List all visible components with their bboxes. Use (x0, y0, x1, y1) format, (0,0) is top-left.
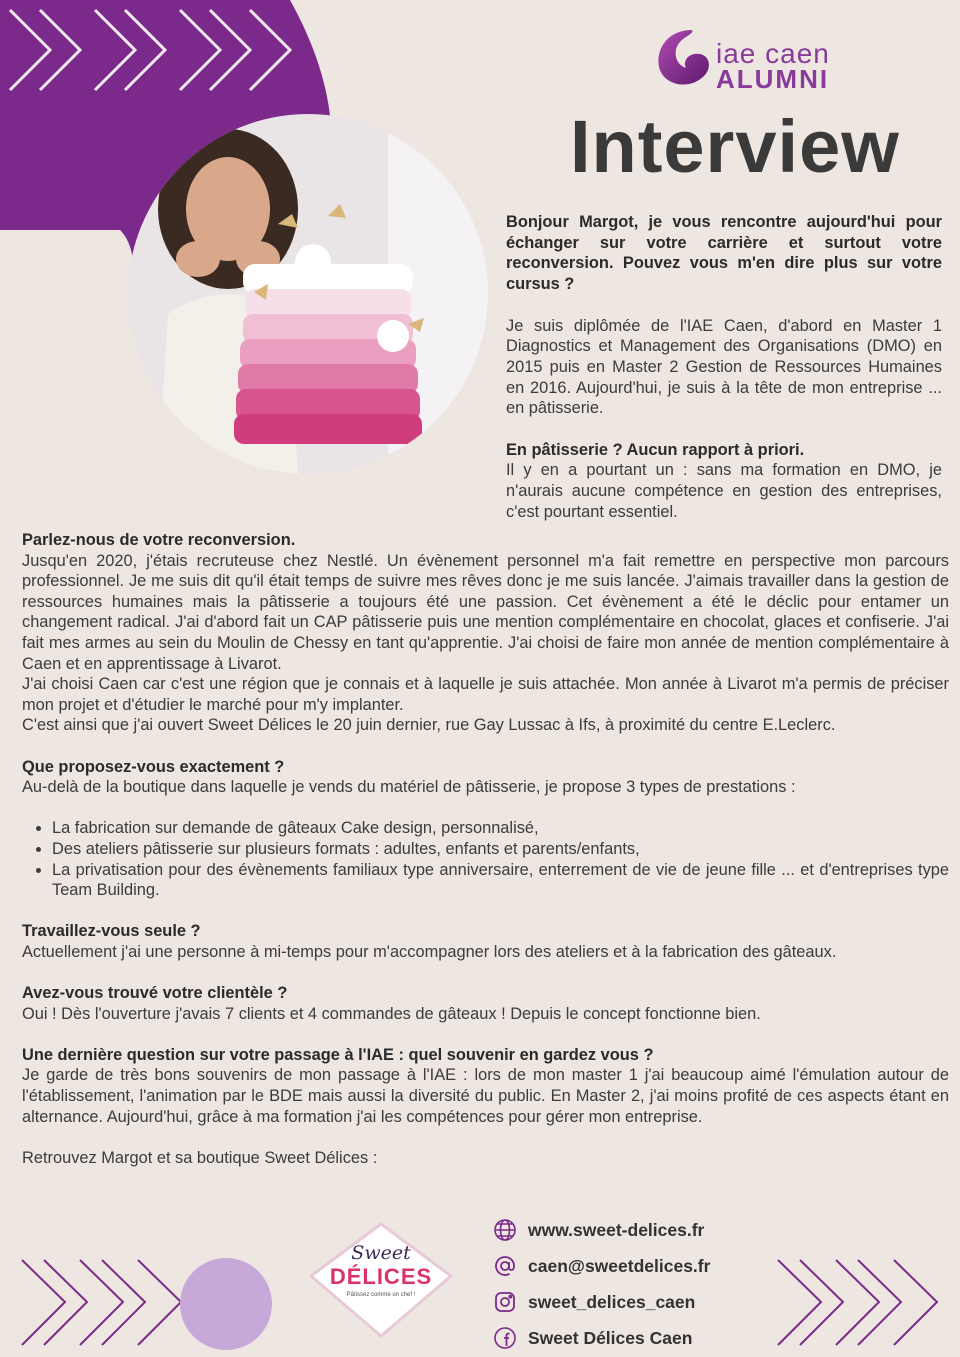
answer-reconversion-3: C'est ainsi que j'ai ouvert Sweet Délices le 20 juin dernier, rue Gay Lussac à Ifs, à proximité du centre E.Leclerc. (22, 716, 836, 735)
list-item: • La privatisation pour des évènements familiaux type anniversaire, enterrement de vie de jeune fille ... et d'entreprises type Team Building. (52, 860, 949, 901)
badge-sweet-text: Sweet (351, 1242, 411, 1264)
contact-list (492, 1212, 710, 1356)
at-icon (492, 1253, 518, 1279)
list-item: • La fabrication sur demande de gâteaux Cake design, personnalisé, (52, 818, 949, 839)
email-link[interactable]: caen@sweetdelices.fr (528, 1255, 711, 1276)
intro-answer: Je suis diplômée de l'IAE Caen, d'abord en Master 1 Diagnostics et Management des Organisations (DMO) en 2015 puis en Master 2 Gestion de Ressources Humaines en 2016. Aujourd'hui, je suis à la tête de mon entreprise ... en pâtisserie. (506, 316, 942, 418)
instagram-icon (492, 1289, 518, 1315)
answer-clients: Oui ! Dès l'ouverture j'avais 7 clients et 4 commandes de gâteaux ! Depuis le concept fonctionne bien. (22, 1004, 761, 1023)
question-clients: Avez-vous trouvé votre clientèle ? (22, 984, 288, 1003)
globe-icon (492, 1217, 518, 1243)
question-alone: Travaillez-vous seule ? (22, 922, 201, 941)
website-link[interactable]: www.sweet-delices.fr (528, 1219, 705, 1240)
logo-text-iae-caen: iae caen (716, 38, 830, 69)
answer-alone: Actuellement j'ai une personne à mi-temps pour m'accompagner lors des ateliers et à la fabrication des gâteaux. (22, 942, 837, 961)
contact-website[interactable] (492, 1212, 710, 1248)
intro-answer-2: Il y en a pourtant un : sans ma formation en DMO, je n'aurais aucune compétence en gestion des entreprises, c'est pourtant essentiel. (506, 461, 942, 521)
answer-offer: Au-delà de la boutique dans laquelle je vends du matériel de pâtisserie, je propose 3 types de prestations : (22, 778, 796, 797)
badge-delices-text: DÉLICES (329, 1264, 433, 1289)
answer-reconversion-2: J'ai choisi Caen car c'est une région que je connais et à laquelle je suis attachée. Mon année à Livarot m'a permis de préciser mon projet et d'étudier le marché pour m'y implanter. (22, 675, 949, 714)
chevron-decoration-right (776, 1255, 956, 1350)
instagram-link[interactable]: sweet_delices_caen (528, 1291, 696, 1312)
question-offer: Que proposez-vous exactement ? (22, 757, 285, 776)
intro-question: Bonjour Margot, je vous rencontre aujourd'hui pour échanger sur votre carrière et surtout votre reconversion. Pouvez vous m'en dire plus sur votre cursus ? (506, 213, 942, 294)
offer-list (22, 818, 949, 900)
question-iae: Une dernière question sur votre passage à l'IAE : quel souvenir en gardez vous ? (22, 1045, 654, 1064)
interview-body (22, 530, 949, 1189)
contact-email[interactable] (492, 1248, 710, 1284)
chevron-decoration-left (20, 1255, 200, 1350)
contact-instagram[interactable] (492, 1284, 710, 1320)
contact-facebook[interactable] (492, 1320, 710, 1356)
page-title: Interview (570, 105, 900, 188)
answer-reconversion-1: Jusqu'en 2020, j'étais recruteuse chez Nestlé. Un évènement personnel m'a fait remettre en perspective mon parcours professionnel. Je me suis dit qu'il était temps de suivre mes rêves donc je me suis lancée. J'aimais travailler dans la gestion de ressources humaines mais la pâtisserie a toujours été une passion. Cet évènement a été le déclic pour entamer un changement radical. J'ai d'abord fait un CAP pâtisserie puis une mention complémentaire en chocolat, glaces et confiserie. J'ai fait mes armes au sein du Moulin de Chessy en tant qu'apprentie. J'ai choisi de faire mon année de mention complémentaire à Caen et en apprentissage à Livarot. (22, 551, 949, 673)
facebook-icon (492, 1325, 518, 1351)
sweet-delices-logo (305, 1220, 457, 1340)
iae-logo-icon (652, 26, 716, 90)
logo-text-alumni: ALUMNI (716, 64, 830, 94)
outro-text: Retrouvez Margot et sa boutique Sweet Délices : (22, 1148, 378, 1167)
intro-question-2: En pâtisserie ? Aucun rapport à priori. (506, 440, 805, 459)
facebook-link[interactable]: Sweet Délices Caen (528, 1327, 693, 1348)
decorative-circle (180, 1258, 272, 1350)
answer-iae: Je garde de très bons souvenirs de mon passage à l'IAE : lors de mon master 1 j'ai beaucoup aimé l'émulation autour de l'établissement, l'animation par le BDE mais aussi la diversité du public. En Master 2, j'ai moins profité de ces aspects étant en alternance. Aujourd'hui, grâce à ma formation j'ai les compétences pour gérer mon entreprise. (22, 1066, 949, 1126)
badge-tagline: Pâtissez comme un chef ! (346, 1292, 416, 1298)
question-reconversion: Parlez-nous de votre reconversion. (22, 531, 296, 549)
list-item: • Des ateliers pâtisserie sur plusieurs formats : adultes, enfants et parents/enfants, (52, 839, 949, 860)
portrait-photo (128, 114, 488, 474)
intro-column (506, 212, 942, 543)
